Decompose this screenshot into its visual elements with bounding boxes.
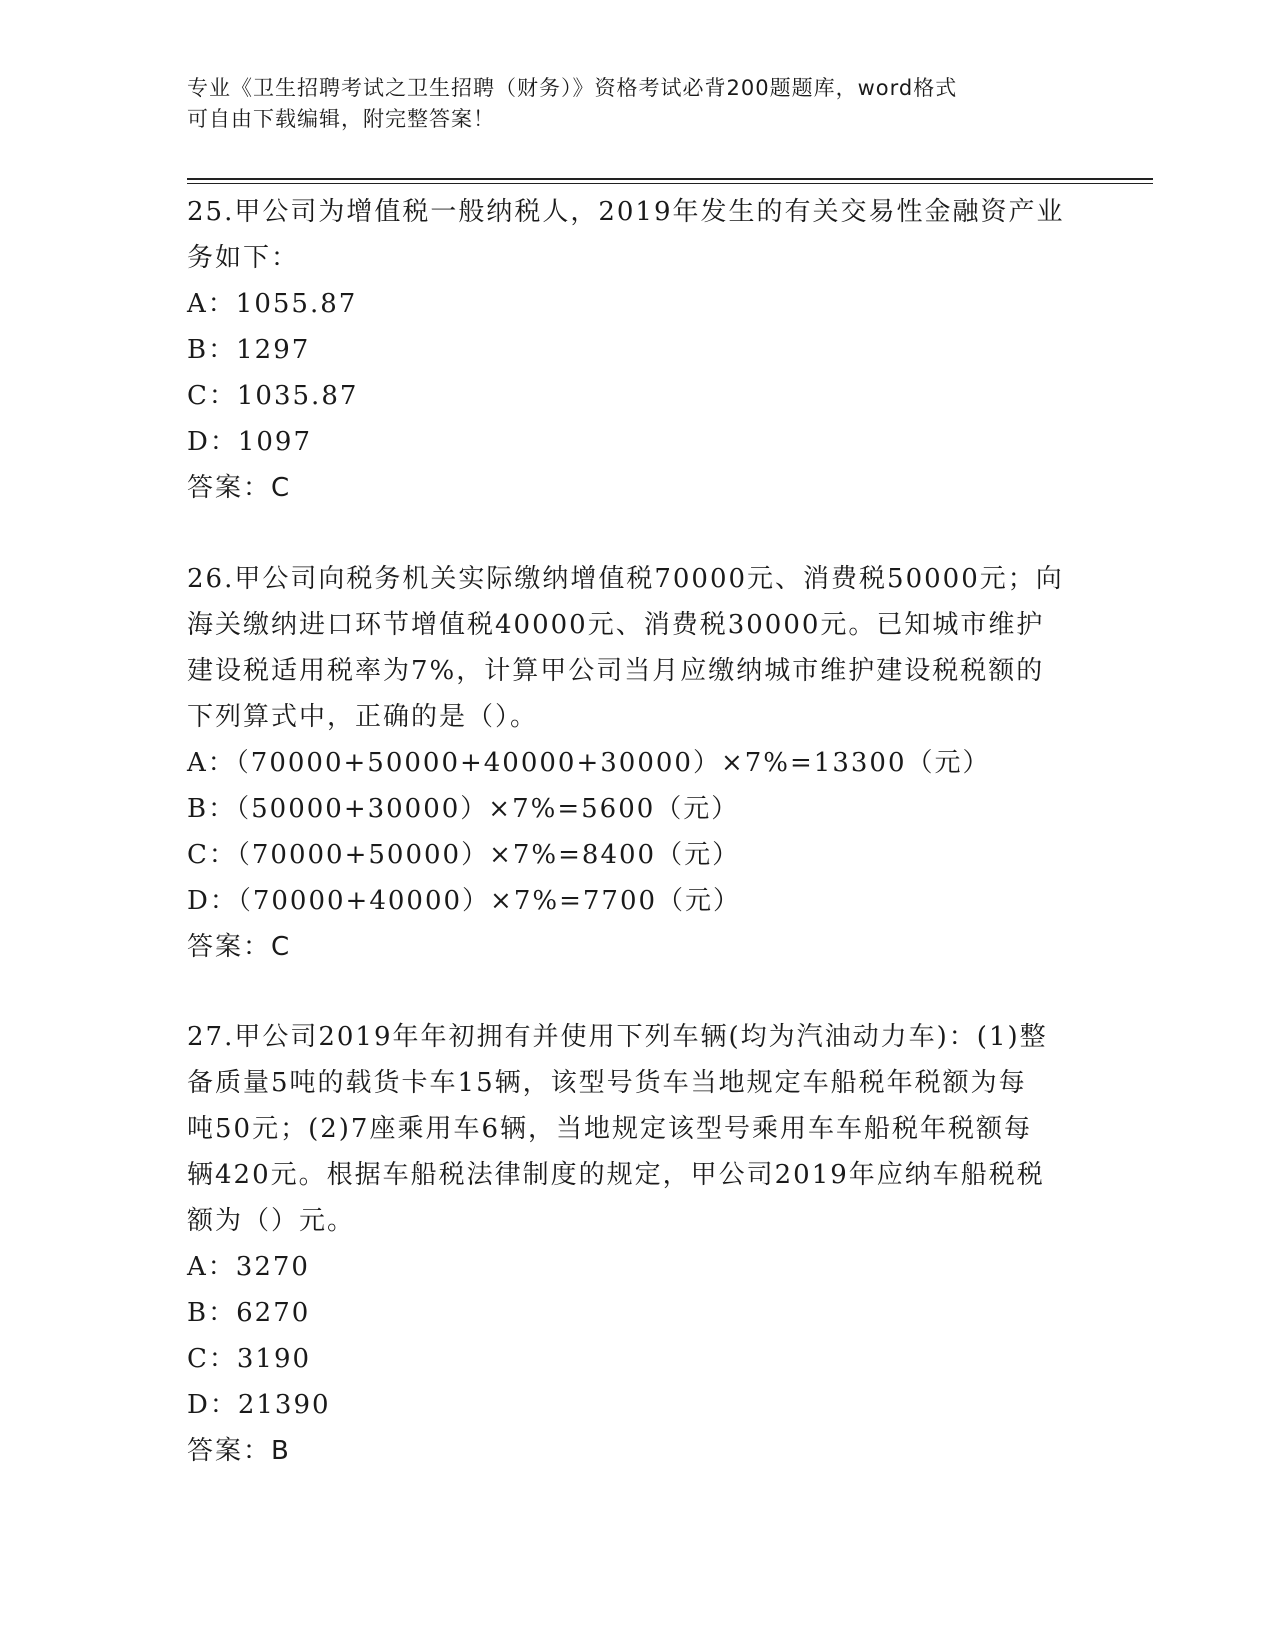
option-a: A：3270 xyxy=(187,1252,310,1282)
option-a: A：1055.87 xyxy=(187,289,358,319)
question-stem-line: 26.甲公司向税务机关实际缴纳增值税70000元、消费税50000元；向 xyxy=(187,564,1064,594)
answer-line: 答案：C xyxy=(187,932,292,962)
option-c: C：3190 xyxy=(187,1344,312,1374)
header-divider-thick xyxy=(187,178,1153,180)
question-26 xyxy=(187,556,1087,970)
option-b: B：（50000+30000）×7%=5600（元） xyxy=(187,794,740,824)
question-stem-line: 吨50元；(2)7座乘用车6辆，当地规定该型号乘用车车船税年税额每 xyxy=(187,1114,1032,1144)
option-c: C：（70000+50000）×7%=8400（元） xyxy=(187,840,741,870)
option-d: D：（70000+40000）×7%=7700（元） xyxy=(187,886,742,916)
header-line: 专业《卫生招聘考试之卫生招聘（财务）》资格考试必背200题题库，word格式 xyxy=(187,76,958,100)
option-c: C：1035.87 xyxy=(187,381,359,411)
question-stem-line: 额为（）元。 xyxy=(187,1206,356,1236)
question-stem-line: 备质量5吨的载货卡车15辆，该型号货车当地规定车船税年税额为每 xyxy=(187,1068,1027,1098)
question-stem-line: 27.甲公司2019年年初拥有并使用下列车辆(均为汽油动力车)：(1)整 xyxy=(187,1022,1048,1052)
question-stem-line: 建设税适用税率为7%，计算甲公司当月应缴纳城市维护建设税税额的 xyxy=(187,656,1045,686)
document-header xyxy=(187,73,1067,135)
option-b: B：1297 xyxy=(187,335,311,365)
question-25 xyxy=(187,189,1087,511)
header-line: 可自由下载编辑，附完整答案！ xyxy=(187,107,495,131)
question-stem-line: 海关缴纳进口环节增值税40000元、消费税30000元。已知城市维护 xyxy=(187,610,1045,640)
option-d: D：1097 xyxy=(187,427,313,457)
option-d: D：21390 xyxy=(187,1390,331,1420)
header-divider-thin xyxy=(187,183,1153,184)
question-27 xyxy=(187,1014,1087,1474)
option-b: B：6270 xyxy=(187,1298,311,1328)
question-stem-line: 务如下： xyxy=(187,243,300,273)
question-stem-line: 辆420元。根据车船税法律制度的规定，甲公司2019年应纳车船税税 xyxy=(187,1160,1045,1190)
option-a: A：（70000+50000+40000+30000）×7%=13300（元） xyxy=(187,748,991,778)
answer-line: 答案：C xyxy=(187,473,292,503)
question-stem-line: 下列算式中，正确的是（）。 xyxy=(187,702,539,732)
question-stem-line: 25.甲公司为增值税一般纳税人，2019年发生的有关交易性金融资产业 xyxy=(187,197,1065,227)
answer-line: 答案：B xyxy=(187,1436,291,1466)
